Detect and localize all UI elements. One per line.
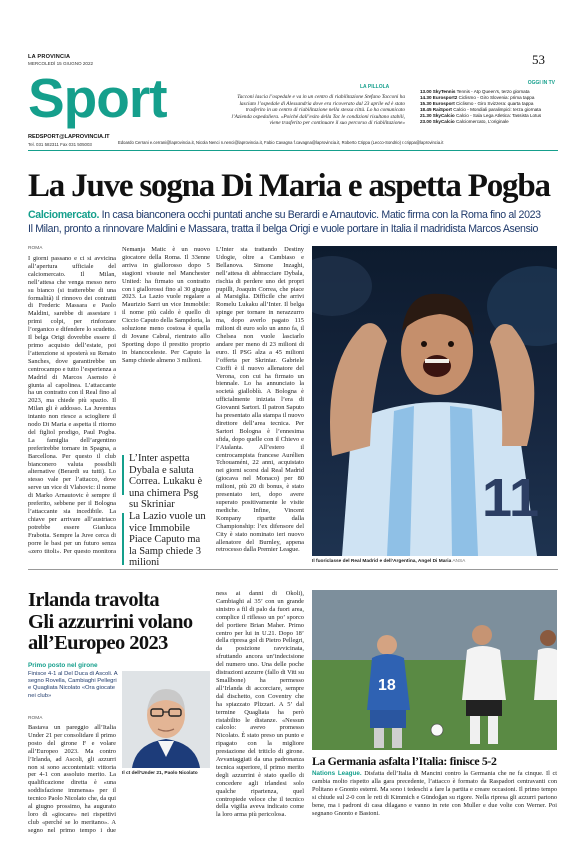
coach-illustration xyxy=(122,671,210,768)
tv-row: 21.30 SkyCalcio Calcio - Sala Lega Atletica: Tassista Lotus xyxy=(420,113,542,119)
photo-caption xyxy=(312,559,557,564)
main-col1: I giorni passano e ci si avvicina all’apertura ufficiale del calciomercato. Il Milan, nell’attesa che venga messo nero su bianco (si tratterebbe di una formalità) il rinnovo dei contratti di Frederic Massara e Paolo Maldini, sarebbe di assestare i primi colpi, per rinforzare l’organico e difendere lo scudetto. Il belga Origi dovrebbe essere il primo acquisto dell’estate, poi l’attenzione si sposterà su Renato Sanches, dove garantirebbe un centrocampo e tutto l’esperienza a Madrid di Marcos Asensio è giunta al capolinea. L’attaccante ha un contratto con il Real fino al 2023, ma chiede più spazio. Il Milan gli è addosso. La Juventus intanto non riesce a sciogliere il nodo Di Maria e aspetta il ritorno del figliol prodigo, Paul Pogba. La famiglia dell’argentino preferirebbe tornare in Spagna, a Barcellona. Per questo il club bianconero valuta possibili alternative (Berardi su tutti). Lo stesso vale per l’attacco, dove serve un vice di Vlahovic: il nome di Marko Arnautovic è sempre il preferito, sebbene per il Bologna l’attaccante sia incedibile. La chiave per arrivare all’austriaco potrebbe essere Gianluca Frabotta. Sempre la Juve cerca di porre le basi per un futuro senza «zero titoli». Per questo monitora xyxy=(28,255,116,555)
contacts-line: Edoardo Cerrani e.cerrani@laprovincia.it, Nicola Nenci n.nenci@laprovincia.it, Fabio Cavagna f.cavagna@laprovincia.it, Roberto Crippa (Lecco-Sondrio) r.crippa@laprovincia.it xyxy=(118,140,444,145)
tv-row: 18.45 RaiSport Calcio - Mondiali paralimpici: terza giornata xyxy=(420,107,542,113)
quote-2 xyxy=(122,511,210,569)
nations-body: Disfatta dell’Italia di Mancini contro la Germania che ne fa cinque. Il ct cambia molto rispetto alla gara precedente, l’attacco è formato da Raspadori centravanti con Politano e Gnonto esterni. Ma sono i tedeschi a fare la partita e creare occasioni. Il primo tempo si chiude sul 2-0 con le reti di Kimmich e Gündoğan su rigore. Nella ripresa gli azzurri partono bene, ma i padroni di casa dilagano e vanno in rete con Muller e due volte con Werner. Poi segnano Gnonto e Bastoni. xyxy=(312,770,557,817)
ireland-summary-title: Primo posto nel girone xyxy=(28,662,98,669)
section-divider xyxy=(28,569,558,570)
main-headline: La Juve sogna Di Maria e aspetta Pogba xyxy=(28,168,550,204)
header-rule xyxy=(28,150,558,151)
main-subhead-rest: In casa bianconera occhi puntati anche su Berardi e Arnautovic. Matic firma con la Roma fino al 2023 xyxy=(99,209,541,221)
main-col2-top: Nemanja Matic è un nuovo giocatore della Roma. Il 33enne arriva in giallorosso dopo 5 stagioni vissute nel Manchester United: ha firmato un contratto con i giallorossi fino al 30 giugno 2023. La Lazio vuole regalare a Maurizio Sarri un vice Immobile: il nome più caldo è quello di Ciccio Caputo della Sampdoria, la soluzione meno costosa è quella di Jovane Cabral, rientrato allo Sporting dopo il prestito proprio in biancoceleste. Per Caputo la Samp chiede almeno 3 milioni. xyxy=(122,246,210,364)
tv-list xyxy=(420,89,555,126)
ireland-headline-line1: Irlanda travolta xyxy=(28,589,160,611)
quote-2-text: La Lazio vuole un vice Immobile Piace Caputo ma la Samp chiede 3 milioni xyxy=(129,511,206,568)
tv-box xyxy=(420,80,555,142)
nations-text xyxy=(312,770,557,817)
quote-1 xyxy=(122,453,210,511)
issue-date: MERCOLEDÌ 15 GIUGNO 2022 xyxy=(28,61,94,66)
main-dateline: ROMA xyxy=(28,246,43,251)
tv-row: 13.00 SkyTennis Tennis - Atp Queen’s, terzo giornata xyxy=(420,89,530,94)
svg-text:18: 18 xyxy=(378,677,396,694)
tv-row: 14.30 Eurosport2 Ciclismo - Giro Slovenia: prima tappa xyxy=(420,95,535,101)
ireland-dateline: ROMA xyxy=(28,716,43,721)
main-col3: L’Inter sta trattando Destiny Udogie, oltre a Cambiaso e Bellanova. Simone Inzaghi, nell’attesa di abbracciare Dybala, rischia di perdere uno dei propri pupilli, Joaquin Correa, che piace al Marsiglia. Difficile che arrivi Romelu Lukaku all’Inter. Il belga spinge per tornare in nerazzurro ma, dopo averlo pagato 115 milioni di euro solo un anno fa, il Chelsea non vuole lasciarlo andare per meno di 23 milioni di euro. Il PSG alza a 45 milioni l’offerta per Skriniar. Gabriele Cioffi è il nuovo allenatore del Verona, con cui ha firmato un biennale. Lo ha annunciato la società gialloblù. A Bologna è ufficialmente iniziata l’era di Giovanni Sartori. Il patron Saputo ha presentato alla stampa il nuovo direttore dell’area tecnica. Per Sartori Bologna è l’ennesima sfida, dopo quelle con il Chievo e l’Atalanta. All’estero il centrocampista francese Aurélien Tchouaméni, 22 anni, acquistato nei giorni scorsi dal Real Madrid (giocava nel Monaco) per 80 milioni, più 20 di bonus, è stato presentato ieri, dopo avere superato positivamente le visite mediche. Infine, Vincent Kompany ripartte dalla Championship: l’ex difensore del City è stato nominato ieri nuovo allenatore del Burnley, appena retrocesso dalla Premier League. xyxy=(216,246,304,554)
section-email[interactable]: REDSPORT@LAPROVINCIA.IT xyxy=(28,134,110,140)
photo-credit: ANSA xyxy=(452,559,466,564)
paper-name: LA PROVINCIA xyxy=(28,54,71,60)
main-kicker: Calciomercato. xyxy=(28,209,100,221)
ireland-headline xyxy=(28,590,218,655)
nations-headline: La Germania asfalta l’Italia: finisce 5-2 xyxy=(312,754,497,768)
nations-kicker: Nations League. xyxy=(312,770,362,777)
page-number: 53 xyxy=(532,52,545,67)
ireland-summary: Finisce 4-1 al Del Duca di Ascoli. A segno Rovella, Cambiaghi Pellegri e Quagliata Nicolato «Ora giocate nei club» xyxy=(28,671,118,699)
match-illustration xyxy=(312,590,557,750)
quote-1-text: L’Inter aspetta Dybala e saluta Correa. Lukaku è una chimera Psg su Skriniar xyxy=(129,453,203,510)
photo-caption-text: Il fuoriclasse del Real Madrid e dell’Argentina, Angel Di Maria xyxy=(312,559,452,564)
pillola-label: LA PILLOLA xyxy=(360,84,390,90)
ireland-col1: Bastava un pareggio all’Italia Under 21 per consolidare il primo posto del girone F e volare all’Europeo 2023. Ma contro l’Irlanda, ad Ascoli, gli azzurri non si sono accontentati: vittoria per 4-1 con assoluto merito. La qualificazione diretta è «una soddisfazione immensa» per il tecnico Paolo Nicolato che, da qui al giugno prossimo, ha augurato loro di «giocare» nei rispettivi club «perché se lo meritano». A segno nel primo tempo i due xyxy=(28,724,116,834)
pillola-box xyxy=(230,84,405,140)
player-illustration xyxy=(312,246,557,556)
svg-text:11: 11 xyxy=(482,468,540,528)
pillola-text: Tacconi lascia l’ospedale e va in un centro di riabilitazione Stefano Tacconi ha lasciato l’ospedale di Alessandria dove era ricoverato dal 23 aprile ed è stato trasferito in un centro di riabilitazione nella stessa città. Lo ha comunicato l’Azienda ospedaliera. «Poiché dall’esito della Tac le condizioni risultano stabili, viene trasferito per continuare il suo percorso di riabilitazione» xyxy=(231,94,405,127)
section-phone: Tel. 031 582311 Fax 031 505003 xyxy=(28,142,92,147)
di-maria-photo xyxy=(312,246,557,556)
main-subhead-line2: Il Milan, pronto a rinnovare Maldini e Massara, tratta il belga Origi e vuole portare in Italia il madridista Marcos Asensio xyxy=(28,223,539,235)
coach-photo xyxy=(122,671,210,768)
nations-photo xyxy=(312,590,557,750)
section-title: Sport xyxy=(28,67,167,129)
coach-caption: Il ct dell’Under 21, Paolo Nicolato xyxy=(122,771,198,776)
ireland-headline-line3: all’Europeo 2023 xyxy=(28,632,168,654)
main-subhead xyxy=(28,209,568,222)
ireland-col2: ness ai danni di Okoli), Cambiaghi al 35’ con un grande sinistro a fil di palo da fuori area, complice il riflesso un po’ sporco del portiere Brian Maher. Primo centro per lui in U.21. Dopo 18’ della ripresa gol di Pietro Pellegri, da posizione ravvicinata, sfruttando ancora un’indecisione del numero uno. Una delle poche distrazioni azzurre (fallo di Viti su Smallbone) ha permesso all’Irlanda di accorciare, sempre dal dischetto, con Coventry che ha spiazzato Plizzari. A 5’ dal termine Quagliata ha però ristabilito le distanze. «Nessun calcolo: avevo promesso Nicolato. È stato preso un punto e ripagato con la migliore prestazione del triticlo di girone. Avvantaggiati da una padronanza tecnica superiore, il primo merito degli azzurrini è stato quello di concedere agli irlandesi solo qualche ripartenza, quel contropiede veloce che il tecnico della vigilia aveva indicato come la loro arma più pericolosa. xyxy=(216,590,304,819)
tv-row: 15.30 Eurosport Ciclismo - Giro Svizzera: quarta tappa xyxy=(420,101,534,107)
tv-label: OGGI IN TV xyxy=(527,80,555,86)
tv-row: 23.00 SkyCalcio Calciomercato, L’originale xyxy=(420,119,509,125)
ireland-headline-line2: Gli azzurrini volano xyxy=(28,610,193,633)
